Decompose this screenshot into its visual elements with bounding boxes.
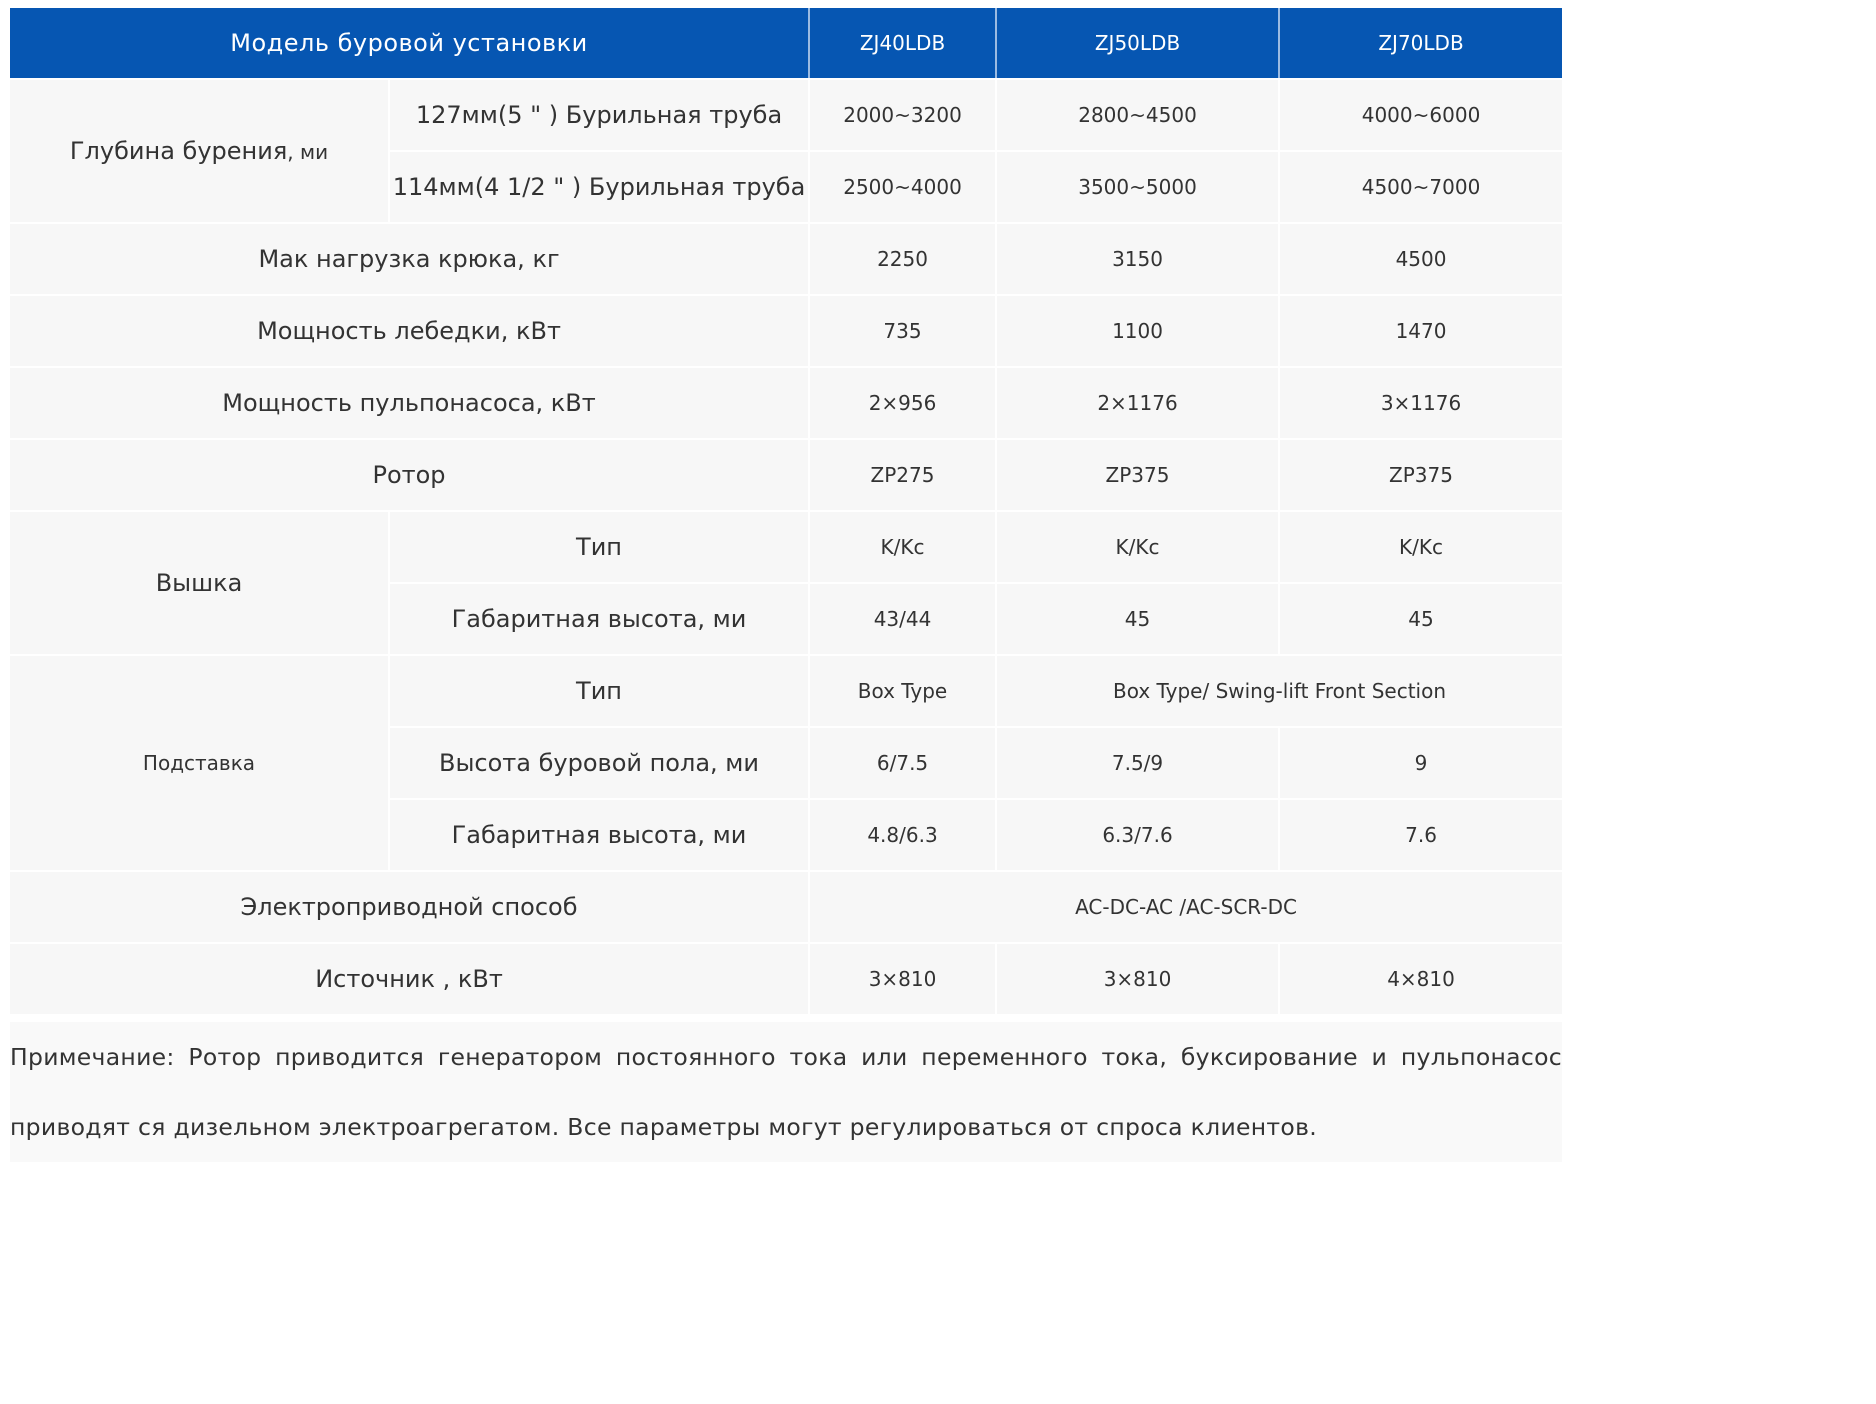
substructure-label: Подставка [10,654,390,870]
table-cell: 3×810 [810,942,997,1014]
mast-type-label: Тип [390,510,810,582]
drawworks-power-label: Мощность лебедки, кВт [10,294,810,366]
header-row [10,8,1562,78]
table-cell: 6.3/7.6 [997,798,1280,870]
table-cell: 2000~3200 [810,78,997,150]
table-cell: 2×1176 [997,366,1280,438]
table-cell: 7.5/9 [997,726,1280,798]
table-cell: 2800~4500 [997,78,1280,150]
table-row [10,294,1562,366]
table-cell: 3500~5000 [997,150,1280,222]
pipe127-label: 127мм(5 " ) Бурильная труба [390,78,810,150]
table-cell: ZP375 [997,438,1280,510]
rotary-label: Ротор [10,438,810,510]
table-cell-merged: Box Type/ Swing-lift Front Section [997,654,1562,726]
table-cell: 4×810 [1280,942,1562,1014]
table-cell: K/Kc [810,510,997,582]
table-row [10,942,1562,1014]
table-row [10,78,1562,150]
table-row [10,366,1562,438]
table-cell: Box Type [810,654,997,726]
table-row [10,438,1562,510]
drive-label: Электроприводной способ [10,870,810,942]
table-cell: ZP375 [1280,438,1562,510]
footnote: Примечание: Ротор приводится генератором постоянного тока или переменного тока, буксирование и пульпонасос приводят ся дизельном электроагрегатом. Все параметры могут регулироваться от спроса клиентов. [10,1022,1562,1162]
model-zj70ldb: ZJ70LDB [1280,8,1562,78]
model-zj50ldb: ZJ50LDB [997,8,1280,78]
power-source-label: Источник , кВт [10,942,810,1014]
table-cell: 9 [1280,726,1562,798]
table-row [10,222,1562,294]
table-cell: 4.8/6.3 [810,798,997,870]
model-zj40ldb: ZJ40LDB [810,8,997,78]
substructure-type-label: Тип [390,654,810,726]
table-cell: 3×810 [997,942,1280,1014]
table-cell: 6/7.5 [810,726,997,798]
table-cell: 45 [997,582,1280,654]
table-row [10,654,1562,726]
table-cell: 1470 [1280,294,1562,366]
depth-label [10,78,390,222]
table-cell: 4000~6000 [1280,78,1562,150]
table-cell-merged: AC-DC-AC /AC-SCR-DC [810,870,1562,942]
hook-load-label: Мак нагрузка крюка, кг [10,222,810,294]
table-cell: 2250 [810,222,997,294]
table-cell: 1100 [997,294,1280,366]
table-cell: K/Kc [997,510,1280,582]
table-row [10,870,1562,942]
table-cell: 4500~7000 [1280,150,1562,222]
substructure-height-label: Габаритная высота, ми [390,798,810,870]
table-cell: 7.6 [1280,798,1562,870]
mast-height-label: Габаритная высота, ми [390,582,810,654]
table-cell: 3×1176 [1280,366,1562,438]
table-cell: ZP275 [810,438,997,510]
table-cell: 45 [1280,582,1562,654]
spec-table [10,8,1562,1014]
table-cell: 735 [810,294,997,366]
table-cell: 3150 [997,222,1280,294]
pipe114-label: 114мм(4 1/2 " ) Бурильная труба [390,150,810,222]
mast-label: Вышка [10,510,390,654]
floor-height-label: Высота буровой пола, ми [390,726,810,798]
table-cell: K/Kc [1280,510,1562,582]
table-row [10,510,1562,582]
table-cell: 4500 [1280,222,1562,294]
header-title: Модель буровой установки [10,8,810,78]
table-cell: 43/44 [810,582,997,654]
depth-unit: , ми [287,140,329,164]
pump-power-label: Мощность пульпонасоса, кВт [10,366,810,438]
table-cell: 2×956 [810,366,997,438]
table-cell: 2500~4000 [810,150,997,222]
depth-label-text: Глубина бурения [69,137,288,165]
